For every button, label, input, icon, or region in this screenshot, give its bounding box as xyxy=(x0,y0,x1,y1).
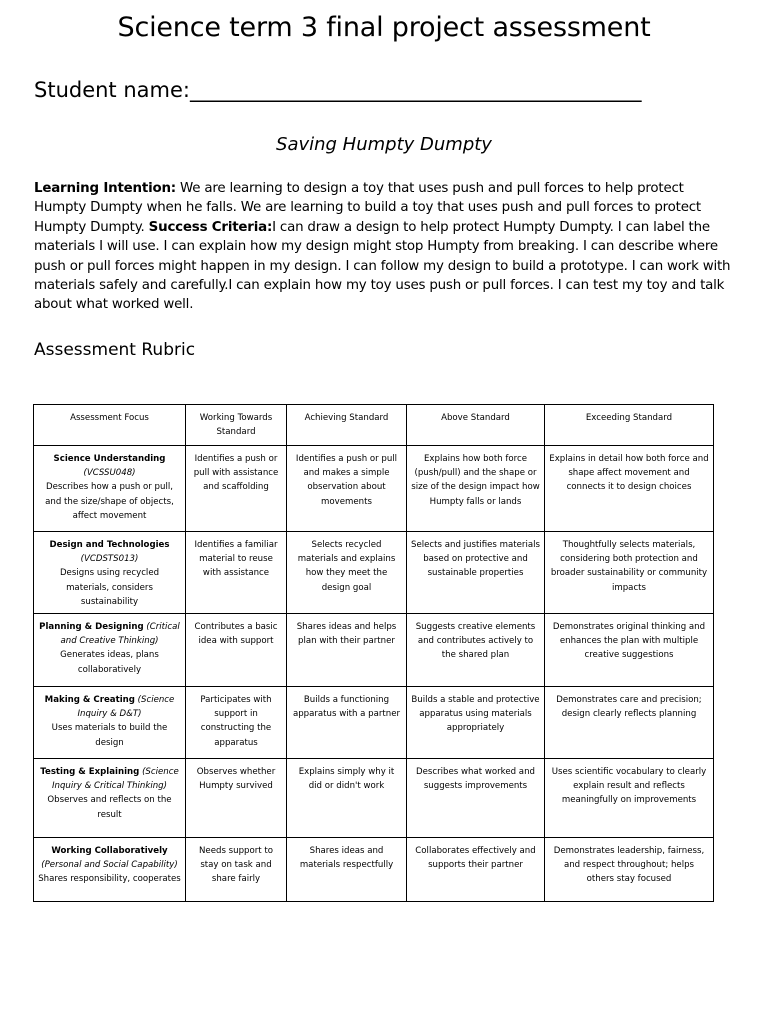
table-row xyxy=(34,532,714,614)
project-subtitle: Saving Humpty Dumpty xyxy=(276,134,492,155)
student-name-field xyxy=(34,78,641,102)
cell-achieving: Selects recycled materials and explains how they meet the design goal xyxy=(287,532,407,614)
focus-capability: (Critical and Creative Thinking) xyxy=(60,622,180,647)
table-row xyxy=(34,759,714,838)
focus-name: Design and Technologies xyxy=(49,540,170,550)
focus-desc: Describes how a push or pull, and the size/shape of objects, affect movement xyxy=(45,482,174,521)
focus-desc: Uses materials to build the design xyxy=(51,723,168,748)
focus-cell xyxy=(34,532,186,614)
header-achieving: Achieving Standard xyxy=(287,405,407,446)
focus-name: Testing & Explaining xyxy=(40,767,140,778)
cell-working-towards: Observes whether Humpty survived xyxy=(186,759,287,838)
cell-working-towards: Participates with support in constructing the apparatus xyxy=(186,687,287,759)
cell-achieving: Shares ideas and helps plan with their partner xyxy=(287,614,407,687)
cell-above: Collaborates effectively and supports their partner xyxy=(407,838,545,902)
success-criteria-text: I can draw a design to help protect Humpty Dumpty. I can label the materials I will use. I can explain how my design might stop Humpty from breaking. I can describe where push or pull forces might happen in my design. I can follow my design to build a prototype. I can work with materials safely and carefully.I can explain how my toy uses push or pull forces. I can test my toy and talk about what worked well. xyxy=(34,219,731,313)
focus-name: Working Collaboratively xyxy=(51,846,168,857)
focus-desc: Observes and reflects on the result xyxy=(47,795,172,820)
focus-cell xyxy=(34,614,186,687)
cell-achieving: Builds a functioning apparatus with a partner xyxy=(287,687,407,759)
cell-working-towards: Identifies a familiar material to reuse with assistance xyxy=(186,532,287,614)
rubric-header-row xyxy=(34,405,714,446)
header-assessment-focus: Assessment Focus xyxy=(34,405,186,446)
focus-name: Planning & Designing xyxy=(39,622,144,633)
focus-capability: (Personal and Social Capability) xyxy=(41,860,178,871)
cell-exceeding: Thoughtfully selects materials, considering both protection and broader sustainability or community impacts xyxy=(545,532,714,614)
focus-name: Making & Creating xyxy=(44,695,135,706)
cell-above: Explains how both force (push/pull) and the shape or size of the design impact how Humpty falls or lands xyxy=(407,446,545,532)
learning-intention-label: Learning Intention: xyxy=(34,181,176,196)
cell-above: Builds a stable and protective apparatus using materials appropriately xyxy=(407,687,545,759)
student-name-label: Student name: xyxy=(34,78,190,102)
cell-exceeding: Demonstrates care and precision; design clearly reflects planning xyxy=(545,687,714,759)
table-row xyxy=(34,614,714,687)
cell-working-towards: Contributes a basic idea with support xyxy=(186,614,287,687)
cell-working-towards: Identifies a push or pull with assistance and scaffolding xyxy=(186,446,287,532)
focus-desc: Generates ideas, plans collaboratively xyxy=(60,650,159,675)
table-row xyxy=(34,446,714,532)
cell-achieving: Explains simply why it did or didn't work xyxy=(287,759,407,838)
cell-achieving: Shares ideas and materials respectfully xyxy=(287,838,407,902)
focus-capability: (Science Inquiry & D&T) xyxy=(77,695,175,720)
focus-cell xyxy=(34,838,186,902)
intro-paragraph xyxy=(34,179,734,315)
cell-exceeding: Demonstrates leadership, fairness, and respect throughout; helps others stay focused xyxy=(545,838,714,902)
student-name-line: ___________________________________________ xyxy=(189,78,642,102)
cell-achieving: Identifies a push or pull and makes a simple observation about movements xyxy=(287,446,407,532)
focus-capability: (Science Inquiry & Critical Thinking) xyxy=(52,767,179,792)
header-working-towards: Working Towards Standard xyxy=(186,405,287,446)
table-row xyxy=(34,687,714,759)
focus-cell xyxy=(34,446,186,532)
cell-exceeding: Explains in detail how both force and shape affect movement and connects it to design choices xyxy=(545,446,714,532)
learning-intention-text: We are learning to design a toy that uses push and pull forces to help protect Humpty Dumpty when he falls. We are learning to build a toy that uses push and pull forces to protect Humpty Dumpty. xyxy=(34,181,701,235)
focus-name: Science Understanding xyxy=(53,454,166,464)
cell-above: Suggests creative elements and contributes actively to the shared plan xyxy=(407,614,545,687)
page-title: Science term 3 final project assessment xyxy=(117,12,651,43)
cell-exceeding: Demonstrates original thinking and enhances the plan with multiple creative suggestions xyxy=(545,614,714,687)
cell-above: Describes what worked and suggests improvements xyxy=(407,759,545,838)
focus-code: (VCSSU048) xyxy=(83,468,136,479)
success-criteria-label: Success Criteria: xyxy=(148,219,273,235)
focus-desc: Designs using recycled materials, considers sustainability xyxy=(59,568,160,607)
cell-exceeding: Uses scientific vocabulary to clearly explain result and reflects meaningfully on improvements xyxy=(545,759,714,838)
cell-working-towards: Needs support to stay on task and share fairly xyxy=(186,838,287,902)
header-exceeding: Exceeding Standard xyxy=(545,405,714,446)
focus-desc: Shares responsibility, cooperates xyxy=(38,874,181,885)
assessment-rubric-table xyxy=(33,404,714,902)
table-row xyxy=(34,838,714,902)
focus-cell xyxy=(34,687,186,759)
focus-code: (VCDSTS013) xyxy=(80,554,139,565)
cell-above: Selects and justifies materials based on protective and sustainable properties xyxy=(407,532,545,614)
rubric-heading: Assessment Rubric xyxy=(34,340,196,360)
header-above: Above Standard xyxy=(407,405,545,446)
focus-cell xyxy=(34,759,186,838)
